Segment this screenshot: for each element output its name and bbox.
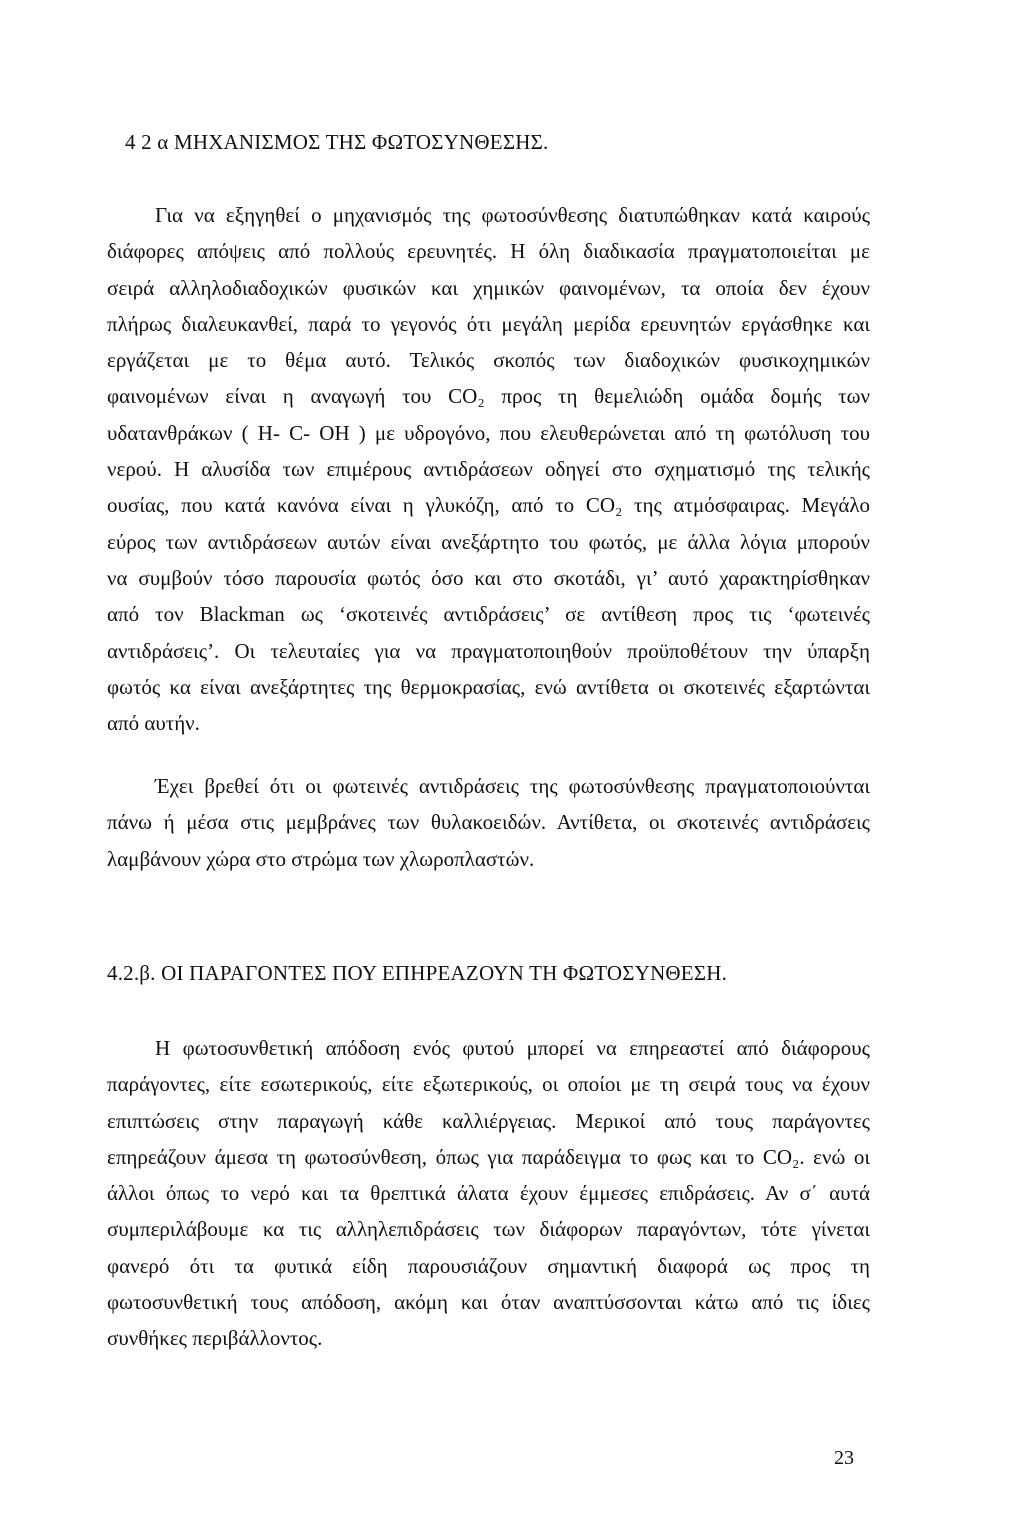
paragraph-line: από τον Blackman ως ‘σκοτεινές αντιδράσεις’ σε αντίθεση προς τις ‘φωτεινές	[107, 602, 870, 627]
paragraph-line: ουσίας, που κατά κανόνα είναι η γλυκόζη, από το CO₂ της ατμόσφαιρας. Μεγάλο	[107, 493, 870, 518]
paragraph-line: νερού. Η αλυσίδα των επιμέρους αντιδράσεων οδηγεί στο σχηματισμό της τελικής	[107, 457, 870, 482]
paragraph-line: πάνω ή μέσα στις μεμβράνες των θυλακοειδών. Αντίθετα, οι σκοτεινές αντιδράσεις	[107, 810, 870, 835]
paragraph-line: φωτός κα είναι ανεξάρτητες της θερμοκρασίας, ενώ αντίθετα οι σκοτεινές εξαρτώνται	[107, 674, 870, 699]
section-heading-factors: 4.2.β. ΟΙ ΠΑΡΑΓΟΝΤΕΣ ΠΟΥ ΕΠΗΡΕΑΖΟΥΝ ΤΗ ΦΩΤΟΣΥΝΘΕΣΗ.	[107, 961, 728, 985]
section-heading-mechanism: 4 2 α ΜΗΧΑΝΙΣΜΟΣ ΤΗΣ ΦΩΤΟΣΥΝΘΕΣΗΣ.	[125, 130, 549, 154]
paragraph-line: πλήρως διαλευκανθεί, παρά το γεγονός ότι μεγάλη μερίδα ερευνητών εργάσθηκε και	[107, 311, 870, 336]
paragraph-mechanism	[107, 197, 870, 741]
paragraph-line: παράγοντες, είτε εσωτερικούς, είτε εξωτερικούς, οι οποίοι με τη σειρά τους να έχουν	[107, 1072, 870, 1097]
paragraph-line: φαινομένων είναι η αναγωγή του CO₂ προς τη θεμελιώδη ομάδα δομής των	[107, 384, 870, 409]
paragraph-line: άλλοι όπως το νερό και τα θρεπτικά άλατα έχουν έμμεσες επιδράσεις. Αν σ΄ αυτά	[107, 1181, 870, 1206]
paragraph-line: Για να εξηγηθεί ο μηχανισμός της φωτοσύνθεσης διατυπώθηκαν κατά καιρούς	[155, 203, 870, 227]
paragraph-line: να συμβούν τόσο παρουσία φωτός όσο και στο σκοτάδι, γι’ αυτό χαρακτηρίσθηκαν	[107, 565, 870, 590]
paragraph-line: φωτοσυνθετική τους απόδοση, ακόμη και όταν αναπτύσσονται κάτω από τις ίδιες	[107, 1290, 870, 1315]
paragraph-line: εύρος των αντιδράσεων αυτών είναι ανεξάρτητο του φωτός, με άλλα λόγια μπορούν	[107, 529, 870, 554]
paragraph-line: διάφορες απόψεις από πολλούς ερευνητές. Η όλη διαδικασία πραγματοποιείται με	[107, 239, 870, 264]
paragraph-line: από αυτήν.	[107, 711, 200, 736]
paragraph-factors	[107, 1030, 870, 1357]
paragraph-line: επιπτώσεις στην παραγωγή κάθε καλλιέργειας. Μερικοί από τους παράγοντες	[107, 1108, 870, 1133]
paragraph-reaction-location	[107, 768, 870, 877]
paragraph-line: συμπεριλάβουμε κα τις αλληλεπιδράσεις των διάφορων παραγόντων, τότε γίνεται	[107, 1217, 870, 1242]
paragraph-line: Έχει βρεθεί ότι οι φωτεινές αντιδράσεις της φωτοσύνθεσης πραγματοποιούνται	[155, 774, 870, 798]
paragraph-line: συνθήκες περιβάλλοντος.	[107, 1326, 323, 1351]
page-number: 23	[834, 1447, 854, 1469]
paragraph-line: φανερό ότι τα φυτικά είδη παρουσιάζουν σημαντική διαφορά ως προς τη	[107, 1253, 870, 1278]
paragraph-line: αντιδράσεις’. Οι τελευταίες για να πραγματοποιηθούν προϋποθέτουν την ύπαρξη	[107, 638, 870, 663]
paragraph-line: Η φωτοσυνθετική απόδοση ενός φυτού μπορεί να επηρεαστεί από διάφορους	[155, 1036, 870, 1060]
paragraph-line: επηρεάζουν άμεσα τη φωτοσύνθεση, όπως για παράδειγμα το φως και το CO₂. ενώ οι	[107, 1144, 870, 1169]
paragraph-line: λαμβάνουν χώρα στο στρώμα των χλωροπλαστών.	[107, 846, 535, 871]
paragraph-line: εργάζεται με το θέμα αυτό. Τελικός σκοπός των διαδοχικών φυσικοχημικών	[107, 348, 870, 373]
paragraph-line: σειρά αλληλοδιαδοχικών φυσικών και χημικών φαινομένων, τα οποία δεν έχουν	[107, 275, 870, 300]
paragraph-line: υδατανθράκων ( Η- C- ΟΗ ) με υδρογόνο, που ελευθερώνεται από τη φωτόλυση του	[107, 420, 870, 445]
